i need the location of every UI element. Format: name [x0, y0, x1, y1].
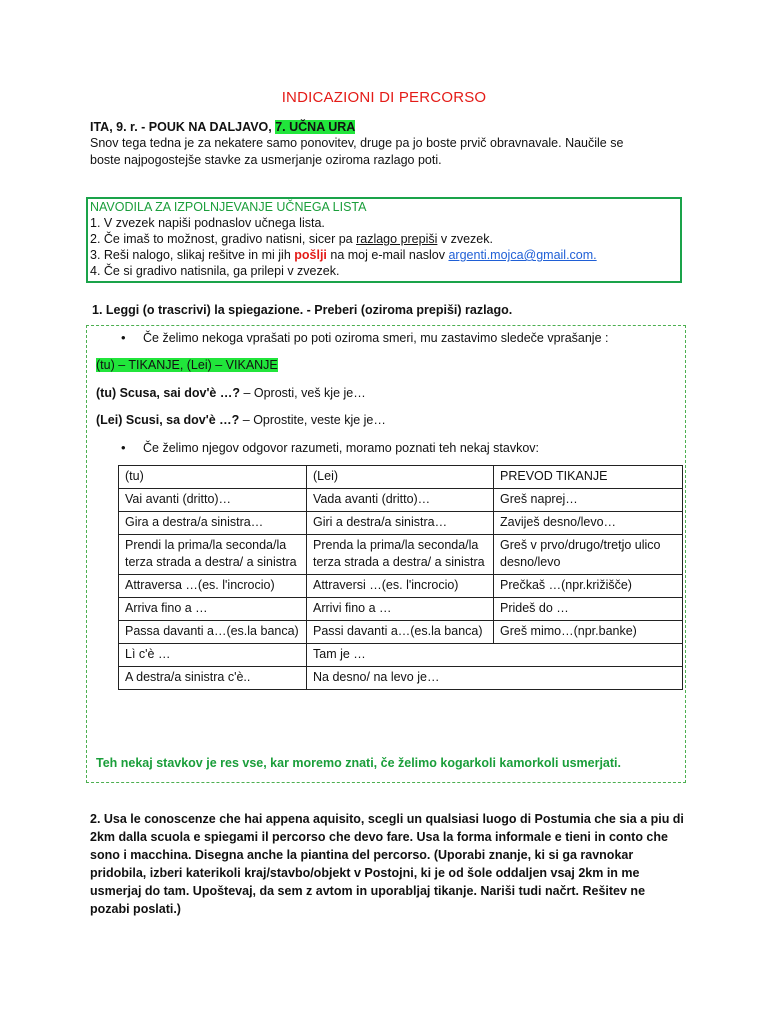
table-cell: Vai avanti (dritto)…	[119, 489, 307, 512]
page-title: INDICAZIONI DI PERCORSO	[281, 89, 487, 106]
table-cell: Prideš do …	[494, 598, 683, 621]
instruction-item-4: 4. Če si gradivo natisnila, ga prilepi v zvezek.	[90, 264, 340, 278]
class-info-text: ITA, 9. r. - POUK NA DALJAVO,	[90, 120, 276, 134]
table-header-cell: PREVOD TIKANJE	[494, 466, 683, 489]
instruction-item-2-end: v zvezek.	[437, 232, 493, 246]
table-cell: Zaviješ desno/levo…	[494, 512, 683, 535]
instruction-item-2	[90, 231, 493, 247]
table-cell: Greš mimo…(npr.banke)	[494, 621, 683, 644]
instruction-send-emphasis: pošlji	[294, 248, 327, 262]
email-link[interactable]: argenti.mojca@gmail.com.	[448, 248, 597, 262]
lei-question-it: (Lei) Scusi, sa dov'è …?	[96, 413, 240, 427]
section1-heading: 1. Leggi (o trascrivi) la spiegazione. - Preberi (oziroma prepiši) razlago.	[92, 303, 513, 317]
intro-line-2: boste najpogostejše stavke za usmerjanje oziroma razlago poti.	[90, 153, 442, 167]
task-2-line-6: pozabi poslati.)	[90, 902, 181, 916]
table-cell: Prečkaš …(npr.križišče)	[494, 575, 683, 598]
table-cell: A destra/a sinistra c'è..	[119, 667, 307, 690]
table-cell: Lì c'è …	[119, 644, 307, 667]
instruction-item-3-text: 3. Reši nalogo, slikaj rešitve in mi jih	[90, 248, 295, 262]
table-cell: Attraversi …(es. l'incrocio)	[307, 575, 494, 598]
task-2-line-4: pridobila, izberi katerikoli kraj/stavbo/objekt v Postojni, ki je od šole oddaljen vsaj 2km in me	[90, 866, 640, 880]
table-cell: Arrivi fino a …	[307, 598, 494, 621]
instruction-item-3-mid: na moj e-mail naslov	[326, 248, 449, 262]
task-2-line-2: 2km dalla scuola e spiegami il percorso che devo fare. Usa la forma informale e tieni in conto che	[90, 830, 668, 844]
table-header-cell: (tu)	[119, 466, 307, 489]
table-cell: Passi davanti a…(es.la banca)	[307, 621, 494, 644]
phrases-table	[118, 465, 683, 690]
task-2-line-3: sono i macchina. Disegna anche la piantina del percorso. (Uporabi znanje, ki si ga ravnokar	[90, 848, 634, 862]
table-cell: Giri a destra/a sinistra…	[307, 512, 494, 535]
table-row	[119, 512, 683, 535]
intro-line-1: Snov tega tedna je za nekatere samo ponovitev, druge pa jo boste prvič obravnavale. Naučile se	[90, 136, 624, 150]
table-row	[119, 621, 683, 644]
bullet-1-text: Če želimo nekoga vprašati po poti oziroma smeri, mu zastavimo sledeče vprašanje :	[143, 331, 609, 345]
table-cell: Na desno/ na levo je…	[307, 667, 683, 690]
instruction-item-1: 1. V zvezek napiši podnaslov učnega lista.	[90, 216, 325, 230]
table-header-row	[119, 466, 683, 489]
bullet-2-text: Če želimo njegov odgovor razumeti, moramo poznati teh nekaj stavkov:	[143, 441, 540, 455]
table-header-cell: (Lei)	[307, 466, 494, 489]
table-cell: Prenda la prima/la seconda/la terza strada a destra/ a sinistra	[307, 535, 494, 575]
bullet-icon: •	[121, 440, 126, 455]
tikanje-label-text: (tu) – TIKANJE, (Lei) – VIKANJE	[96, 358, 278, 372]
table-cell: Greš naprej…	[494, 489, 683, 512]
lei-question-sl: – Oprostite, veste kje je…	[239, 413, 386, 427]
class-info-line	[90, 119, 355, 135]
table-row	[119, 644, 683, 667]
table-row	[119, 535, 683, 575]
tu-question-sl: – Oprosti, veš kje je…	[239, 386, 366, 400]
table-cell: Gira a destra/a sinistra…	[119, 512, 307, 535]
tikanje-label	[96, 357, 278, 373]
table-cell: Vada avanti (dritto)…	[307, 489, 494, 512]
bullet-icon: •	[121, 330, 126, 345]
table-cell: Attraversa …(es. l'incrocio)	[119, 575, 307, 598]
instructions-heading: NAVODILA ZA IZPOLNJEVANJE UČNEGA LISTA	[90, 200, 367, 214]
table-cell: Passa davanti a…(es.la banca)	[119, 621, 307, 644]
instruction-item-2-underlined: razlago prepiši	[356, 232, 438, 246]
tu-question	[96, 385, 366, 401]
instruction-item-3	[90, 247, 597, 263]
tu-question-it: (tu) Scusa, sai dov'è …?	[96, 386, 240, 400]
table-row	[119, 667, 683, 690]
lei-question	[96, 412, 386, 428]
task-2-line-5: usmerjaj do tam. Upoštevaj, da sem z avtom in uporabljaj tikanje. Nariši tudi načrt. Rešitev ne	[90, 884, 646, 898]
task-2-line-1: 2. Usa le conoscenze che hai appena aquisito, scegli un qualsiasi luogo di Postumia che sia a piu di	[90, 812, 684, 826]
table-row	[119, 489, 683, 512]
table-row	[119, 598, 683, 621]
table-cell: Prendi la prima/la seconda/la terza strada a destra/ a sinistra	[119, 535, 307, 575]
table-cell: Arriva fino a …	[119, 598, 307, 621]
table-cell: Greš v prvo/drugo/tretjo ulico desno/levo	[494, 535, 683, 575]
table-cell: Tam je …	[307, 644, 683, 667]
lesson-badge: 7. UČNA URA	[275, 120, 356, 134]
closing-note: Teh nekaj stavkov je res vse, kar moremo znati, če želimo kogarkoli kamorkoli usmerjati.	[96, 756, 621, 770]
instruction-item-2-text: 2. Če imaš to možnost, gradivo natisni, sicer pa	[90, 232, 357, 246]
table-row	[119, 575, 683, 598]
